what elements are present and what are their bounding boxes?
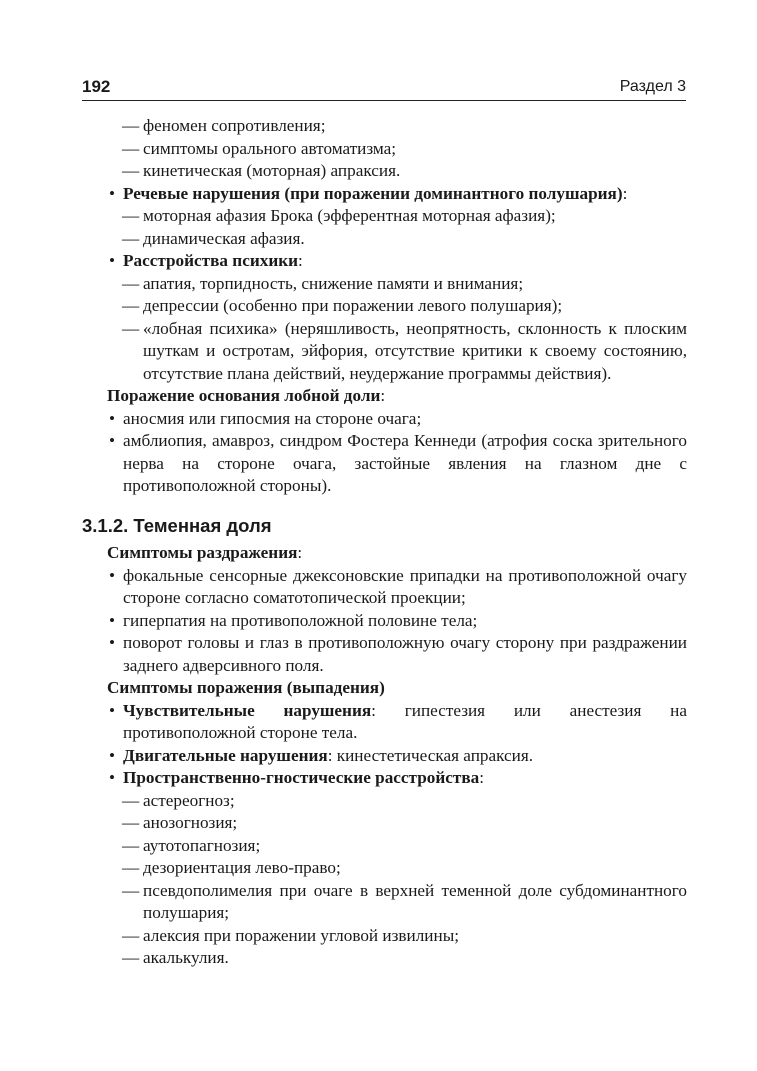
bullet-heading-spatial xyxy=(107,767,687,790)
list-item xyxy=(107,273,687,296)
list-item xyxy=(107,857,687,880)
bold-heading: Симптомы поражения (выпадения) xyxy=(107,678,385,697)
list-item xyxy=(107,812,687,835)
list-item xyxy=(107,790,687,813)
bullet-marker: • xyxy=(109,431,116,450)
list-item-text: гиперпатия на противоположной половине тела; xyxy=(123,610,478,630)
list-item-text: : гипестезия или анестезия на противоположной стороне тела. xyxy=(123,700,687,742)
bold-heading: Расстройства психики xyxy=(123,251,299,270)
list-item-text: «лобная психика» (неряшливость, неопрятность, склонность к плоским шуткам и остротам, эйфория, отсутствие критики к своему состоянию, отсутствие плана действий, неудержание программы действия). xyxy=(143,318,687,383)
list-item-text: : кинестетическая апраксия. xyxy=(327,745,534,765)
dash-marker: — xyxy=(122,273,140,293)
section-title: 3.1.2. Теменная доля xyxy=(82,514,272,536)
list-item xyxy=(107,408,687,431)
list-item xyxy=(107,115,687,138)
list-item-text: симптомы орального автоматизма; xyxy=(143,138,397,158)
dash-marker: — xyxy=(122,948,140,967)
list-item-text: дезориентация лево-право; xyxy=(143,858,341,877)
bold-heading: Поражение основания лобной доли xyxy=(107,386,381,405)
bold-heading: Симптомы раздражения xyxy=(107,543,298,562)
list-item xyxy=(107,925,687,948)
subheading-loss xyxy=(107,677,687,700)
bullet-marker: • xyxy=(109,183,116,203)
list-item xyxy=(107,565,687,610)
list-item-text: амблиопия, амавроз, синдром Фостера Кеннеди (атрофия соска зрительного нерва на стороне очага, застойные явления на глазном дне с противоположной стороны). xyxy=(123,431,687,495)
list-item xyxy=(107,632,687,677)
list-item xyxy=(107,205,687,228)
bullet-heading-speech xyxy=(107,183,687,206)
dash-marker: — xyxy=(122,318,140,338)
list-item-text: аутотопагнозия; xyxy=(143,835,261,855)
section-label: Раздел 3 xyxy=(619,78,686,95)
list-item-text: фокальные сенсорные джексоновские припадки на противоположной очагу стороне согласно соматотопической проекции; xyxy=(123,565,687,607)
list-item-text: кинетическая (моторная) апраксия. xyxy=(143,161,401,180)
list-item-text: феномен сопротивления; xyxy=(143,116,326,135)
dash-marker: — xyxy=(122,880,140,900)
list-item xyxy=(107,138,687,161)
list-item-text: моторная афазия Брока (эфферентная моторная афазия); xyxy=(143,206,556,225)
bullet-marker: • xyxy=(109,610,116,630)
bullet-marker: • xyxy=(109,745,116,765)
bullet-heading-psyche xyxy=(107,250,687,273)
list-item-text: акалькулия. xyxy=(143,948,229,967)
list-item xyxy=(107,700,687,745)
dash-marker: — xyxy=(122,206,140,225)
list-item xyxy=(107,228,687,251)
list-item-text: поворот головы и глаз в противоположную очагу сторону при раздражении заднего адверсивного поля. xyxy=(123,633,687,675)
subheading-frontal-base xyxy=(107,385,687,408)
list-item-text: динамическая афазия. xyxy=(143,228,305,248)
page-body xyxy=(82,115,687,970)
dash-marker: — xyxy=(122,835,140,855)
list-item-text: апатия, торпидность, снижение памяти и внимания; xyxy=(143,273,524,293)
list-item-text: аносмия или гипосмия на стороне очага; xyxy=(123,408,422,428)
bold-heading: Двигательные нарушения xyxy=(123,745,328,765)
dash-marker: — xyxy=(122,161,140,180)
list-item xyxy=(107,295,687,318)
list-item xyxy=(107,880,687,925)
dash-marker: — xyxy=(122,296,140,315)
bold-heading: Чувствительные нарушения xyxy=(123,700,372,720)
list-item-text: депрессии (особенно при поражении левого полушария); xyxy=(143,296,563,315)
page-header xyxy=(82,74,686,101)
list-item-text: алексия при поражении угловой извилины; xyxy=(143,925,460,945)
dash-marker: — xyxy=(122,138,140,158)
bullet-marker: • xyxy=(109,768,116,787)
dash-marker: — xyxy=(122,858,140,877)
list-item xyxy=(107,835,687,858)
dash-marker: — xyxy=(122,813,140,832)
dash-marker: — xyxy=(122,925,140,945)
heading-colon: : xyxy=(298,251,303,270)
list-item xyxy=(107,947,687,970)
dash-marker: — xyxy=(122,228,140,248)
heading-colon: : xyxy=(297,543,303,562)
list-item-text: анозогнозия; xyxy=(143,813,238,832)
bullet-marker: • xyxy=(109,251,116,270)
heading-colon: : xyxy=(479,768,484,787)
list-item xyxy=(107,318,687,386)
subheading-irritation xyxy=(107,542,687,565)
list-item-text: астереогноз; xyxy=(143,790,235,810)
bullet-marker: • xyxy=(109,633,116,652)
dash-marker: — xyxy=(122,790,140,810)
heading-colon: : xyxy=(380,386,386,405)
list-item xyxy=(107,160,687,183)
heading-colon: : xyxy=(622,183,628,203)
list-item xyxy=(107,745,687,768)
list-item-text: псевдополимелия при очаге в верхней теменной доле субдоминантного полушария; xyxy=(143,880,687,922)
bullet-marker: • xyxy=(109,700,116,720)
bold-heading: Речевые нарушения (при поражении доминантного полушария) xyxy=(123,183,623,203)
bold-heading: Пространственно-гностические расстройства xyxy=(123,768,480,787)
page-number: 192 xyxy=(82,77,111,96)
bullet-marker: • xyxy=(109,408,116,428)
list-item xyxy=(107,610,687,633)
dash-marker: — xyxy=(122,116,140,135)
bullet-marker: • xyxy=(109,565,116,585)
list-item xyxy=(107,430,687,498)
